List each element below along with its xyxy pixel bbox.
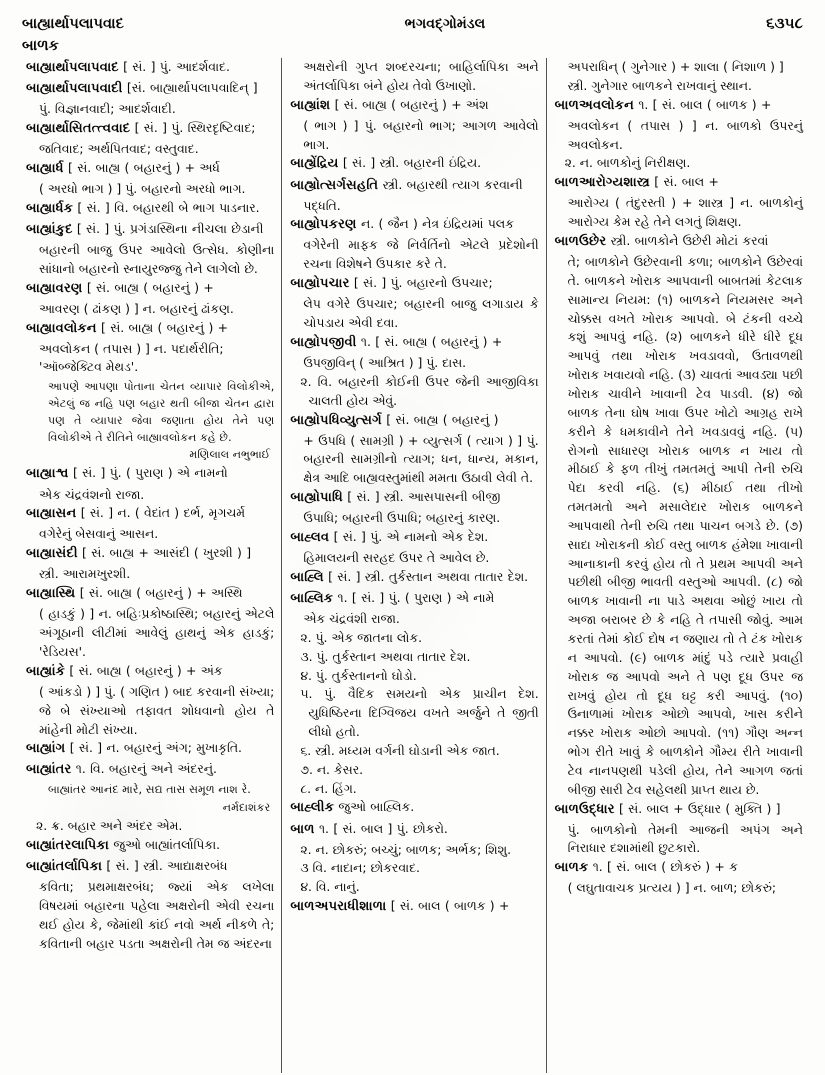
entry-definition: [ સં. ] સ્ત્રી. તુર્કસ્તાન અથવા તાતાર દેશ. [323, 568, 529, 584]
entry-headword: બાહ્લિ [290, 569, 324, 585]
entry-headword: બાહ્યાંકે [26, 663, 66, 679]
entry-continuation: આરોગ્ય ( તંદુરસ્તી ) + શાસ્ત્ર ] ન. બાળકોનું આરોગ્ય કેમ રહે તેને લગતું શિક્ષણ. [567, 195, 803, 230]
dictionary-entry [26, 544, 274, 564]
entry-definition: [ સં. બાહ્ય ( બહારનું ) + અંક [65, 662, 223, 678]
entry-continuation: કવિતા; પ્રથમાક્ષરબંધ; જ્યાં એક લખેલા વિષયમાં બહારના પહેલા અક્ષરોની એવી રચના થઈ હોય કે, જેમાંથી કાંઈ નવો અર્થ નીકળે તે; કવિતાની બહાર પડતા અક્ષરોની તેમ જ અંદરના [39, 879, 275, 951]
dictionary-entry [290, 568, 538, 588]
entry-sense: ૭. ન. કેસર. [300, 761, 364, 777]
entry-headword: બાહ્યાસન [26, 506, 77, 522]
entry-continuation: અવલોકન ( તપાસ ) ] ન. પદાર્થરીતિ; [39, 340, 224, 356]
entry-headword: બાહ્યેંદ્રિય [290, 156, 339, 172]
dictionary-entry [290, 589, 538, 609]
entry-headword: બાળઉદ્ધાર [554, 801, 615, 817]
citation-quote: બાહ્યાંતર આનંદ મારે, સદ્ય તાસ સમૂળ નાશ રે. [48, 783, 251, 797]
entry-headword: બાહ્યાશ્વ [26, 466, 69, 482]
entry-headword: બાહ્યાંતર [26, 762, 72, 778]
entry-continuation: લેપ વગેરે ઉપચાર; બહારની બાજુ લગાડાય કે ચોપડાય એવી દવા. [303, 296, 539, 331]
dictionary-entry [26, 199, 274, 219]
entry-definition: [ સં. ] ન. બહારનું અંગ; મુખાકૃતિ. [65, 740, 242, 756]
entry-continuation: જતિવાદ; અર્થપિતવાદ; વસ્તુવાદ. [39, 141, 199, 157]
entry-definition: ૧. [ સં. ] પું. ( પુરાણ ) એ નામે [333, 589, 495, 605]
entry-definition: [ સં. ] સ્ત્રી. બહારની ઇંદ્રિય. [338, 155, 482, 171]
entry-headword: બાહ્યાવરણ [26, 280, 83, 296]
entry-continuation: એક ચંદ્રવંશી રાજા. [303, 611, 400, 627]
entry-definition: [ સં. બાહ્ય ( બહારનું ) + અંશ [330, 96, 489, 112]
entry-headword: બાહ્યોપચાર [290, 276, 350, 292]
entry-continuation: ( ભાગ ) ] પું. બહારનો ભાગ; આગળ આવેલો ભાગ. [303, 117, 539, 152]
entry-definition: [ સં. બાહ્ય + આસંદી ( ખુરશી ) ] [77, 545, 252, 561]
entry-sense: ૨. ક્ર. બહાર અને અંદર એમ. [36, 818, 183, 834]
entry-continuation: ( અરધો ભાગ ) ] પું. બહારનો અરધો ભાગ. [39, 180, 246, 196]
dictionary-entry [26, 760, 274, 780]
entry-headword: બાહ્લીક [290, 800, 335, 816]
page-number: ૬૩૫૮ [766, 14, 803, 32]
entry-definition: [ સં. ] પું. બહારનો ઉપચાર; [349, 275, 493, 291]
entry-headword: બાહ્યાવલોકન [26, 320, 97, 336]
entry-sense: ૨. વિ. બહારની કોઈની ઉપર જેની આજીવિકા ચાલતી હોય એવું. [300, 373, 539, 408]
entry-headword: બાહ્યાંશ [290, 97, 331, 113]
dictionary-entry [26, 220, 274, 240]
entry-definition: [ સં. ] પું. પ્રગંડાસ્થિના નીચલા છેડાની [72, 220, 264, 236]
entry-definition: [ સં. બાહ્ય ( બહારનું ) + અર્ધ [63, 159, 220, 175]
running-head-left-guideword-secondary: બાળક [22, 38, 59, 54]
entry-sense: ૨. ન. છોકરું; બચ્ચું; બાળક; અર્ભક; શિશુ. [300, 841, 512, 857]
entry-definition: [ સં. ] પું. આદર્શવાદ. [118, 59, 230, 74]
column-container [0, 58, 825, 1073]
entry-definition: [ સં. બાલ + [649, 174, 719, 190]
entry-continuation: અવલોકન ( તપાસ ) ] ન. બાળકો ઉપરનું અવલોકન. [567, 117, 803, 152]
entry-headword: બાહ્લવ [290, 530, 330, 545]
entry-continuation: સ્ત્રી. ગુનેગાર બાળકને રાખવાનું સ્થાન. [567, 77, 752, 93]
entry-definition: [ સં. બાલ + ઉદ્ધાર ( મુક્તિ ) ] [614, 800, 781, 816]
entry-continuation: પદ્ધતિ. [303, 197, 341, 213]
entry-continuation: તે; બાળકોને ઉછેરવાની કળા; બાળકોને ઉછેરવાં તે. બાળકને ખોરાક આપવાની બાબતમાં કેટલાક સામાન્ય નિયમ: (૧) બાળકને નિયમસર અને ચોક્કસ વખતે ખોરાક આપવો. બે ટંકની વચ્ચે કશું આપવું નહિ. (૨) બાળકને ધીરે ધીરે દૂધ આપવું તથા ખોરાક ખવડાવવો, ઉતાવળથી ખોરાક ખવાયવો નહિ. (૩) ચાવતાં આવડ્યા પછી ખોરાક ચાવીને ખાવાની ટેવ પાડવી. (૪) જો બાળક તેના ઘોષ ખાવા ઉપર ખોટો આગ્રહ રાખે કરીને કે ધમકાવીને તેને ખવડાવવું નહિ. (૫) રોગનો સાધારણ ખોરાક બાળક ન ખાય તો મીઠાઈ કે ફળ તીખું તમતમતું આપી તેની રુચિ પેદા કરવી નહિ. (૬) મીઠાઈ તથા તીખો તમતમતો અને મસાલેદાર ખોરાક બાળકને આપવાથી તેની રુચિ તથા પાચન બગડે છે. (૭) સાદા ખોરાકની કોઈ વસ્તુ બાળક હંમેશા ખાવાની આનાકાની કરવું હોય તો તે પ્રથમ આપવી અને પછીથી બીજી ભાવતી વસ્તુઓ આપવી. (૮) જો બાળક ખાવાની ના પાડે અથવા ઓછું ખાય તો અજા બરાબર છે કે નહિ તે તપાસી જોવું. આમ કરતાં તેમાં કોઈ દોષ ન જણાય તો તે ટંક ખોરાક ન આપવો. (૯) બાળક માંદું પડે ત્યારે પ્રવાહી ખોરાક જ આપવો અને તે પણ દૂધ ઉપર જ રાખવું હોય તો દૂધ ઘટ્ટ કરી આપવું. (૧૦) ઉનાળામાં ખોરાક ઓછો આપવો, ખાસ કરીને નક્કર ખોરાક ઓછો આપવો. (૧૧) ગૌણ અન્ન ભોગ રીતે ખાવું કે બાળકોને ગૌમ્ય રીતે ખાવાની ટેવ નાનપણથી પડેલી હોય, તેને આગળ જતાં બીજી સારી ટેવ સહેલથી પ્રાપ્ત થાય છે. [567, 254, 803, 797]
dictionary-entry [290, 528, 538, 548]
entry-continuation: પું. વિજ્ઞાનવાદી; આદર્શવાદી. [39, 101, 176, 117]
dictionary-entry [26, 584, 274, 604]
dictionary-entry [290, 154, 538, 174]
entry-definition: જુઓ બાહ્લિક. [334, 799, 415, 815]
entry-headword: બાહ્યાંકુદ [26, 221, 73, 237]
entry-continuation: અપરાધિન્ ( ગુનેગાર ) + શાલા ( નિશાળ ) ] [567, 59, 784, 74]
entry-headword: બાહ્યાર્થાપલાપવાદી [26, 81, 123, 97]
dictionary-entry [26, 739, 274, 759]
dictionary-entry [290, 820, 538, 840]
dictionary-entry [26, 857, 274, 877]
entry-sense: ૨. ન. બાળકોનું નિરીક્ષણ. [564, 155, 691, 171]
entry-continuation: ( આંકડો ) ] પું. ( ગણિત ) બાદ કરવાની સંખ્યા; જે બે સંખ્યાઓ તફાવત શોધવાનો હોય તે માંહેની મોટી સંખ્યા. [39, 683, 275, 737]
entry-definition: ન. ( જૈન ) નેત્ર ઇંદ્રિયમાં પલક [356, 216, 514, 232]
entry-headword: બાહ્યાંગ [26, 741, 66, 757]
entry-definition: ૧. [ સં. બાહ્ય ( બહારનું ) + [356, 333, 503, 349]
entry-definition: [ સં. ] પું. સ્થિરદૃષ્ટિવાદ; [130, 119, 256, 135]
entry-headword: બાહ્યાંતરલાપિકા [26, 838, 110, 854]
entry-sense: ૪. વિ. નાનું. [300, 879, 360, 895]
entry-headword: બાળઆરોગ્યશાસ્ત્ર [554, 175, 650, 191]
dictionary-entry [555, 96, 803, 116]
dictionary-entry [290, 96, 538, 116]
entry-definition: [ સં. ] ન. ( વેદાંત ) દર્ભ, મૃગચર્મ [76, 505, 246, 521]
dictionary-entry [26, 119, 274, 139]
center-column [282, 58, 546, 1073]
entry-continuation: એક ચંદ્રવંશનો રાજા. [39, 486, 145, 502]
running-head-title: ભગવદ્ગોમંડલ [404, 16, 486, 32]
entry-headword: બાહ્યાર્થાસિતત્ત્વવાદ [26, 120, 131, 136]
citation-quote: આપણે આપણા પોતાના ચેતન વ્યાપાર વિલોકીએ, એટલું જ નહિ પણ બહાર થતી બીજા ચેતન દ્વારા પણ તે વ્યાપાર જેવા જણાતા હોય તેને પણ વિલોકીએ તે રીતિને બાહ્યાવલોકન કહે છે. [48, 380, 275, 444]
dictionary-entry [555, 232, 803, 252]
entry-continuation: બહારની બાજુ ઉપર આવેલો ઉત્સેધ. કોણીના સાંધાનો બહારનો સ્નાયુરજ્જુ તેને લાગેલો છે. [39, 241, 275, 276]
entry-continuation: આવરણ ( ઢાંકણ ) ] ન. બહારનું ઢાંકણ. [39, 300, 234, 316]
dictionary-entry [26, 79, 274, 99]
entry-continuation: ( હાડકું ) ] ન. બહિઃપ્રકોષ્ઠાસ્થિ; બહારનું એટલે અંગૂઠાની લીટીમાં આવેલું હાથનું એક હાડકું; 'રેડિયસ'. [39, 606, 275, 659]
entry-headword: બાહ્યાસ્થિ [26, 586, 76, 602]
entry-definition: સ્ત્રી. બાળકોને ઉછેરી મોટાં કરવાં [606, 233, 769, 249]
dictionary-entry [290, 411, 538, 431]
entry-continuation: વગેરેનું બેસવાનું આસન. [39, 526, 159, 542]
entry-definition: [ સં. બાહ્ય ( બહારનું ) + [96, 319, 228, 335]
entry-definition: [ સં. ] વિ. બહારથી બે ભાગ પાડનાર. [73, 199, 260, 215]
dictionary-entry [555, 173, 803, 193]
entry-definition: ૧. [ સં. બાલ ( બાળક ) + [634, 96, 772, 112]
entry-sense: ૩. પું. તુર્કસ્તાન અથવા તાતાર દેશ. [300, 648, 471, 664]
entry-definition: ૧. વિ. બહારનું અને અંદરનું. [71, 761, 217, 777]
entry-continuation: વગેરેની માફક જે નિર્વર્તિનો એટલે પ્રદેશોની રચના વિશેષને ઉપકાર કરે તે. [303, 237, 539, 272]
entry-definition: ૧. [ સં. બાલ ] પું. છોકરો. [314, 820, 448, 836]
entry-definition: ૧. [ સં. બાલ ( છોકરું ) + ક [588, 859, 738, 875]
citation-attribution: નર્મદાશંકર [222, 801, 271, 815]
entry-definition: [ સં. ] પું. એ નામનો એક દેશ. [329, 529, 489, 544]
citation-attribution: મણિલાલ નભુભાઈ [189, 448, 271, 462]
entry-headword: બાળ [290, 821, 315, 837]
entry-continuation: 'ઑબ્જેક્ટિવ મેથડ'. [39, 359, 139, 375]
entry-continuation: ઉપાધિ; બહારની ઉપાધિ; બહારનું કારણ. [303, 510, 501, 526]
entry-headword: બાળક [554, 860, 589, 876]
entry-headword: બાળઅપરાધીશાળા [290, 899, 387, 915]
entry-headword: બાહ્લિક [290, 590, 334, 606]
entry-headword: બાહ્યોપજીવી [290, 334, 357, 350]
entry-definition: જુઓ બાહ્યાંતર્લાપિકા. [109, 837, 221, 853]
entry-sense: ૫. પું. વૈદિક સમયનો એક પ્રાચીન દેશ. યુધિષ્ઠિરના દિગ્વિજય વખતે અર્જુને તે જીતી લીધો હતો. [300, 686, 539, 740]
entry-continuation: હિમાલયની સરહદ ઉપર તે આવેલ છે. [303, 550, 490, 566]
running-head-left-guideword: બાહ્યાર્થાપલાપવાદ [22, 16, 124, 32]
entry-definition: [ સં. બાલ ( બાળક ) + [386, 898, 510, 914]
entry-definition: [ સં. ] સ્ત્રી. આદ્યાક્ષરબંધ [102, 858, 228, 874]
dictionary-entry [290, 215, 538, 235]
dictionary-entry [290, 176, 538, 196]
right-column [547, 58, 811, 1073]
dictionary-entry [555, 858, 803, 878]
entry-headword: બાહ્યાસંદી [26, 546, 78, 562]
dictionary-entry [290, 798, 538, 818]
dictionary-entry [26, 58, 274, 78]
dictionary-entry [290, 333, 538, 353]
dictionary-entry [290, 274, 538, 294]
entry-sense: ૩ વિ. નાદાન; છોકરવાદ. [300, 860, 420, 876]
entry-headword: બાહ્યાર્ધ [26, 160, 64, 176]
left-column [18, 58, 282, 1073]
dictionary-entry [290, 488, 538, 508]
entry-headword: બાહ્યાંતર્લાપિકા [26, 859, 103, 875]
dictionary-entry [26, 464, 274, 484]
dictionary-entry [555, 800, 803, 820]
entry-continuation: ઉપજીવિન્ ( આશ્રિત ) ] પું. દાસ. [303, 354, 467, 370]
entry-definition: સ્ત્રી. બહારથી ત્યાગ કરવાની [378, 176, 523, 192]
entry-definition: [ સં. બાહ્ય ( બહારનું ) + અસ્થિ [75, 585, 243, 601]
entry-sense: ૮. ન. હિંગ. [300, 780, 357, 796]
dictionary-entry [26, 836, 274, 856]
dictionary-entry [26, 662, 274, 682]
entry-continuation: + ઉપધિ ( સામગ્રી ) + વ્યુત્સર્ગ ( ત્યાગ ) ] પું. બહારની સામગ્રીનો ત્યાગ; ધન, ધાન્ય, મકાન, ક્ષેત્ર આદિ બાહ્યવસ્તુમાંથી મમતા ઉઠાવી લેવી તે. [303, 432, 539, 486]
dictionary-entry [290, 897, 538, 917]
running-head [0, 14, 825, 40]
entry-continuation: પું. બાળકોનો તેમની આજની અપંગ અને નિરાધાર દશામાંથી છુટકારો. [567, 821, 803, 856]
entry-headword: બાહ્યાર્થાપલાપવાદ [26, 60, 119, 75]
dictionary-entry [26, 279, 274, 299]
entry-continuation: સ્ત્રી. આરામખુરશી. [39, 566, 131, 582]
entry-sense: ૬. સ્ત્રી. મધ્યમ વર્ગની ઘોડાની એક જાત. [300, 742, 500, 758]
entry-headword: બાહ્યોપાધિ [290, 490, 343, 506]
dictionary-entry [26, 504, 274, 524]
dictionary-entry [26, 319, 274, 339]
entry-definition: [ સં. બાહ્ય ( બહારનું ) [381, 411, 499, 427]
entry-sense: ૪. પું. તુર્કસ્તાનનો ઘોડો. [300, 667, 417, 683]
entry-continuation: અક્ષરોની ગુપ્ત શબ્દરચના; બાહિર્લાપિકા અને અંતર્લાપિકા બંને હોય તેવો ઉખાણો. [303, 59, 539, 93]
entry-definition: [ સં. ] સ્ત્રી. આસપાસની બીજી [342, 489, 501, 505]
entry-continuation: ( લઘુતાવાચક પ્રત્યય ) ] ન. બાળ; છોકરું; [567, 880, 777, 896]
entry-headword: બાહ્યોપકરણ [290, 217, 357, 233]
entry-definition: [ સં. બાહ્ય ( બહારનું ) + [82, 279, 214, 295]
entry-headword: બાહ્યોત્સર્ગસહતિ [290, 177, 379, 193]
entry-headword: બાળઉછેર [554, 234, 607, 250]
entry-sense: ૨. પું. એક જાતના લોક. [300, 629, 423, 645]
entry-headword: બાળઅવલોકન [554, 97, 634, 113]
dictionary-entry [26, 159, 274, 179]
entry-headword: બાહ્યોપધિવ્યુત્સર્ગ [290, 412, 382, 428]
entry-definition: [સં. બાહ્યાર્થાપલાપવાદિન્ ] [122, 80, 258, 96]
entry-headword: બાહ્યાર્ધક [26, 200, 74, 216]
entry-definition: [ સં. ] પું. ( પુરાણ ) એ નામનો [68, 465, 228, 481]
